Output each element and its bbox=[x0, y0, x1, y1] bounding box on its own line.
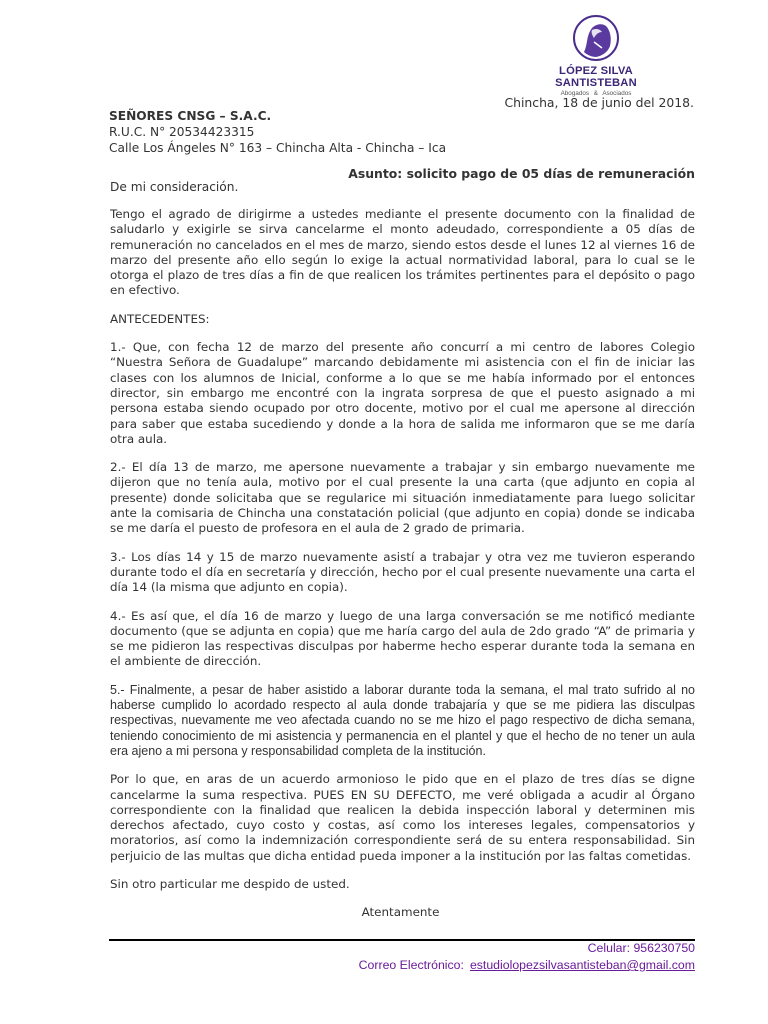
paragraph-item-5: 5.- Finalmente, a pesar de haber asistido a laborar durante toda la semana, el mal trato sufrido al no haberse cumplido lo acordado respecto al aula donde trabajaría y que se me pidiera las disculpas respectivas, nuevamente me veo afectada cuando no se me hizo el pago respectivo de dicha semana, teniendo conocimiento de mi asistencia y permanencia en el plantel y que el hecho de no tener un aula era ajeno a mi persona y responsabilidad completa de la institución. bbox=[110, 682, 695, 758]
closing: Atentamente bbox=[361, 905, 440, 920]
letter-body bbox=[110, 207, 695, 921]
section-heading-antecedentes: ANTECEDENTES: bbox=[110, 311, 210, 326]
firm-subtitle: Abogados & Asociados bbox=[560, 90, 632, 97]
footer bbox=[359, 940, 695, 974]
paragraph-item-4: 4.- Es así que, el día 16 de marzo y luego de una larga conversación se me notificó mediante documento (que se adjunta en copia) que me haría cargo del aula de 2do grado “A” de primaria y se me pidieron las respectivas disculpas por haberme hecho esperar durante toda la semana en el ambiente de dirección. bbox=[110, 608, 695, 669]
letter-date: Chincha, 18 de junio del 2018. bbox=[504, 95, 694, 110]
letter-subject: Asunto: solicito pago de 05 días de remuneración bbox=[348, 166, 695, 181]
paragraph-item-3: 3.- Los días 14 y 15 de marzo nuevamente asistí a trabajar y otra vez me tuvieron esperando durante todo el día en secretaría y dirección, hecho por el cual presente nuevamente una carta el día 14 (la misma que adjunto en copia). bbox=[110, 549, 695, 595]
recipient-ruc: R.U.C. N° 20534423315 bbox=[109, 125, 255, 139]
letterhead-logo bbox=[518, 14, 674, 97]
paragraph-farewell: Sin otro particular me despido de usted. bbox=[110, 876, 350, 891]
footer-phone: Celular: 956230750 bbox=[587, 941, 695, 955]
recipient-name: SEÑORES CNSG – S.A.C. bbox=[109, 109, 272, 123]
paragraph-item-2: 2.- El día 13 de marzo, me apersone nuevamente a trabajar y sin embargo nuevamente me dijeron que no tenía aula, motivo por el cual presente la una carta (que adjunto en copia al presente) donde solicitaba que se regularice mi situación inmediatamente para luego solicitar ante la comisaria de Chincha una constatación policial (que adjunto en copia) donde se indicaba se me daría el puesto de profesora en el aula de 2 grado de primaria. bbox=[110, 460, 695, 536]
footer-email-link[interactable]: estudiolopezsilvasantisteban@gmail.com bbox=[469, 958, 695, 972]
footer-email-row bbox=[359, 957, 695, 974]
firm-emblem-icon bbox=[572, 14, 620, 62]
firm-name: LÓPEZ SILVA SANTISTEBAN bbox=[555, 65, 637, 89]
paragraph-item-1: 1.- Que, con fecha 12 de marzo del presente año concurrí a mi centro de labores Colegio “Nuestra Señora de Guadalupe” marcando debidamente mi asistencia con el fin de iniciar las clases con los alumnos de Inicial, conforme a lo que se me había informado por el entonces director, sin embargo me encontré con la ingrata sorpresa de que el puesto asignado a mi persona estaba siendo ocupado por otro docente, motivo por el cual me apersone al dirección para saber que estaba sucediendo y donde a la hora de salida me informaron que se me daría otra aula. bbox=[110, 340, 695, 446]
recipient-address: Calle Los Ángeles N° 163 – Chincha Alta - Chincha – Ica bbox=[109, 141, 447, 155]
recipient-block bbox=[109, 108, 446, 156]
paragraph-intro: Tengo el agrado de dirigirme a ustedes mediante el presente documento con la finalidad de saludarlo y exigirle se sirva cancelarme el monto adeudado, correspondiente a 05 días de remuneración no cancelados en el mes de marzo, siendo estos desde el lunes 12 al viernes 16 de marzo del presente año ello según lo exige la actual normatividad laboral, para lo cual se le otorga el plazo de tres días a fin de que realicen los trámites pertinentes para el depósito o pago en efectivo. bbox=[110, 207, 695, 298]
footer-email-label: Correo Electrónico: bbox=[358, 958, 464, 972]
greeting: De mi consideración. bbox=[110, 180, 239, 194]
paragraph-demand: Por lo que, en aras de un acuerdo armonioso le pido que en el plazo de tres días se digne cancelarme la suma respectiva. PUES EN SU DEFECTO, me veré obligada a acudir al Órgano correspondiente con la finalidad que realicen la debida inspección laboral y determinen mis derechos afectado, cuyo costo y costas, así como los intereses legales, compensatorios y moratorios, así como la indemnización correspondiente será de su entera responsabilidad. Sin perjuicio de las multas que dicha entidad pueda imponer a la institución por las faltas cometidas. bbox=[110, 772, 695, 863]
